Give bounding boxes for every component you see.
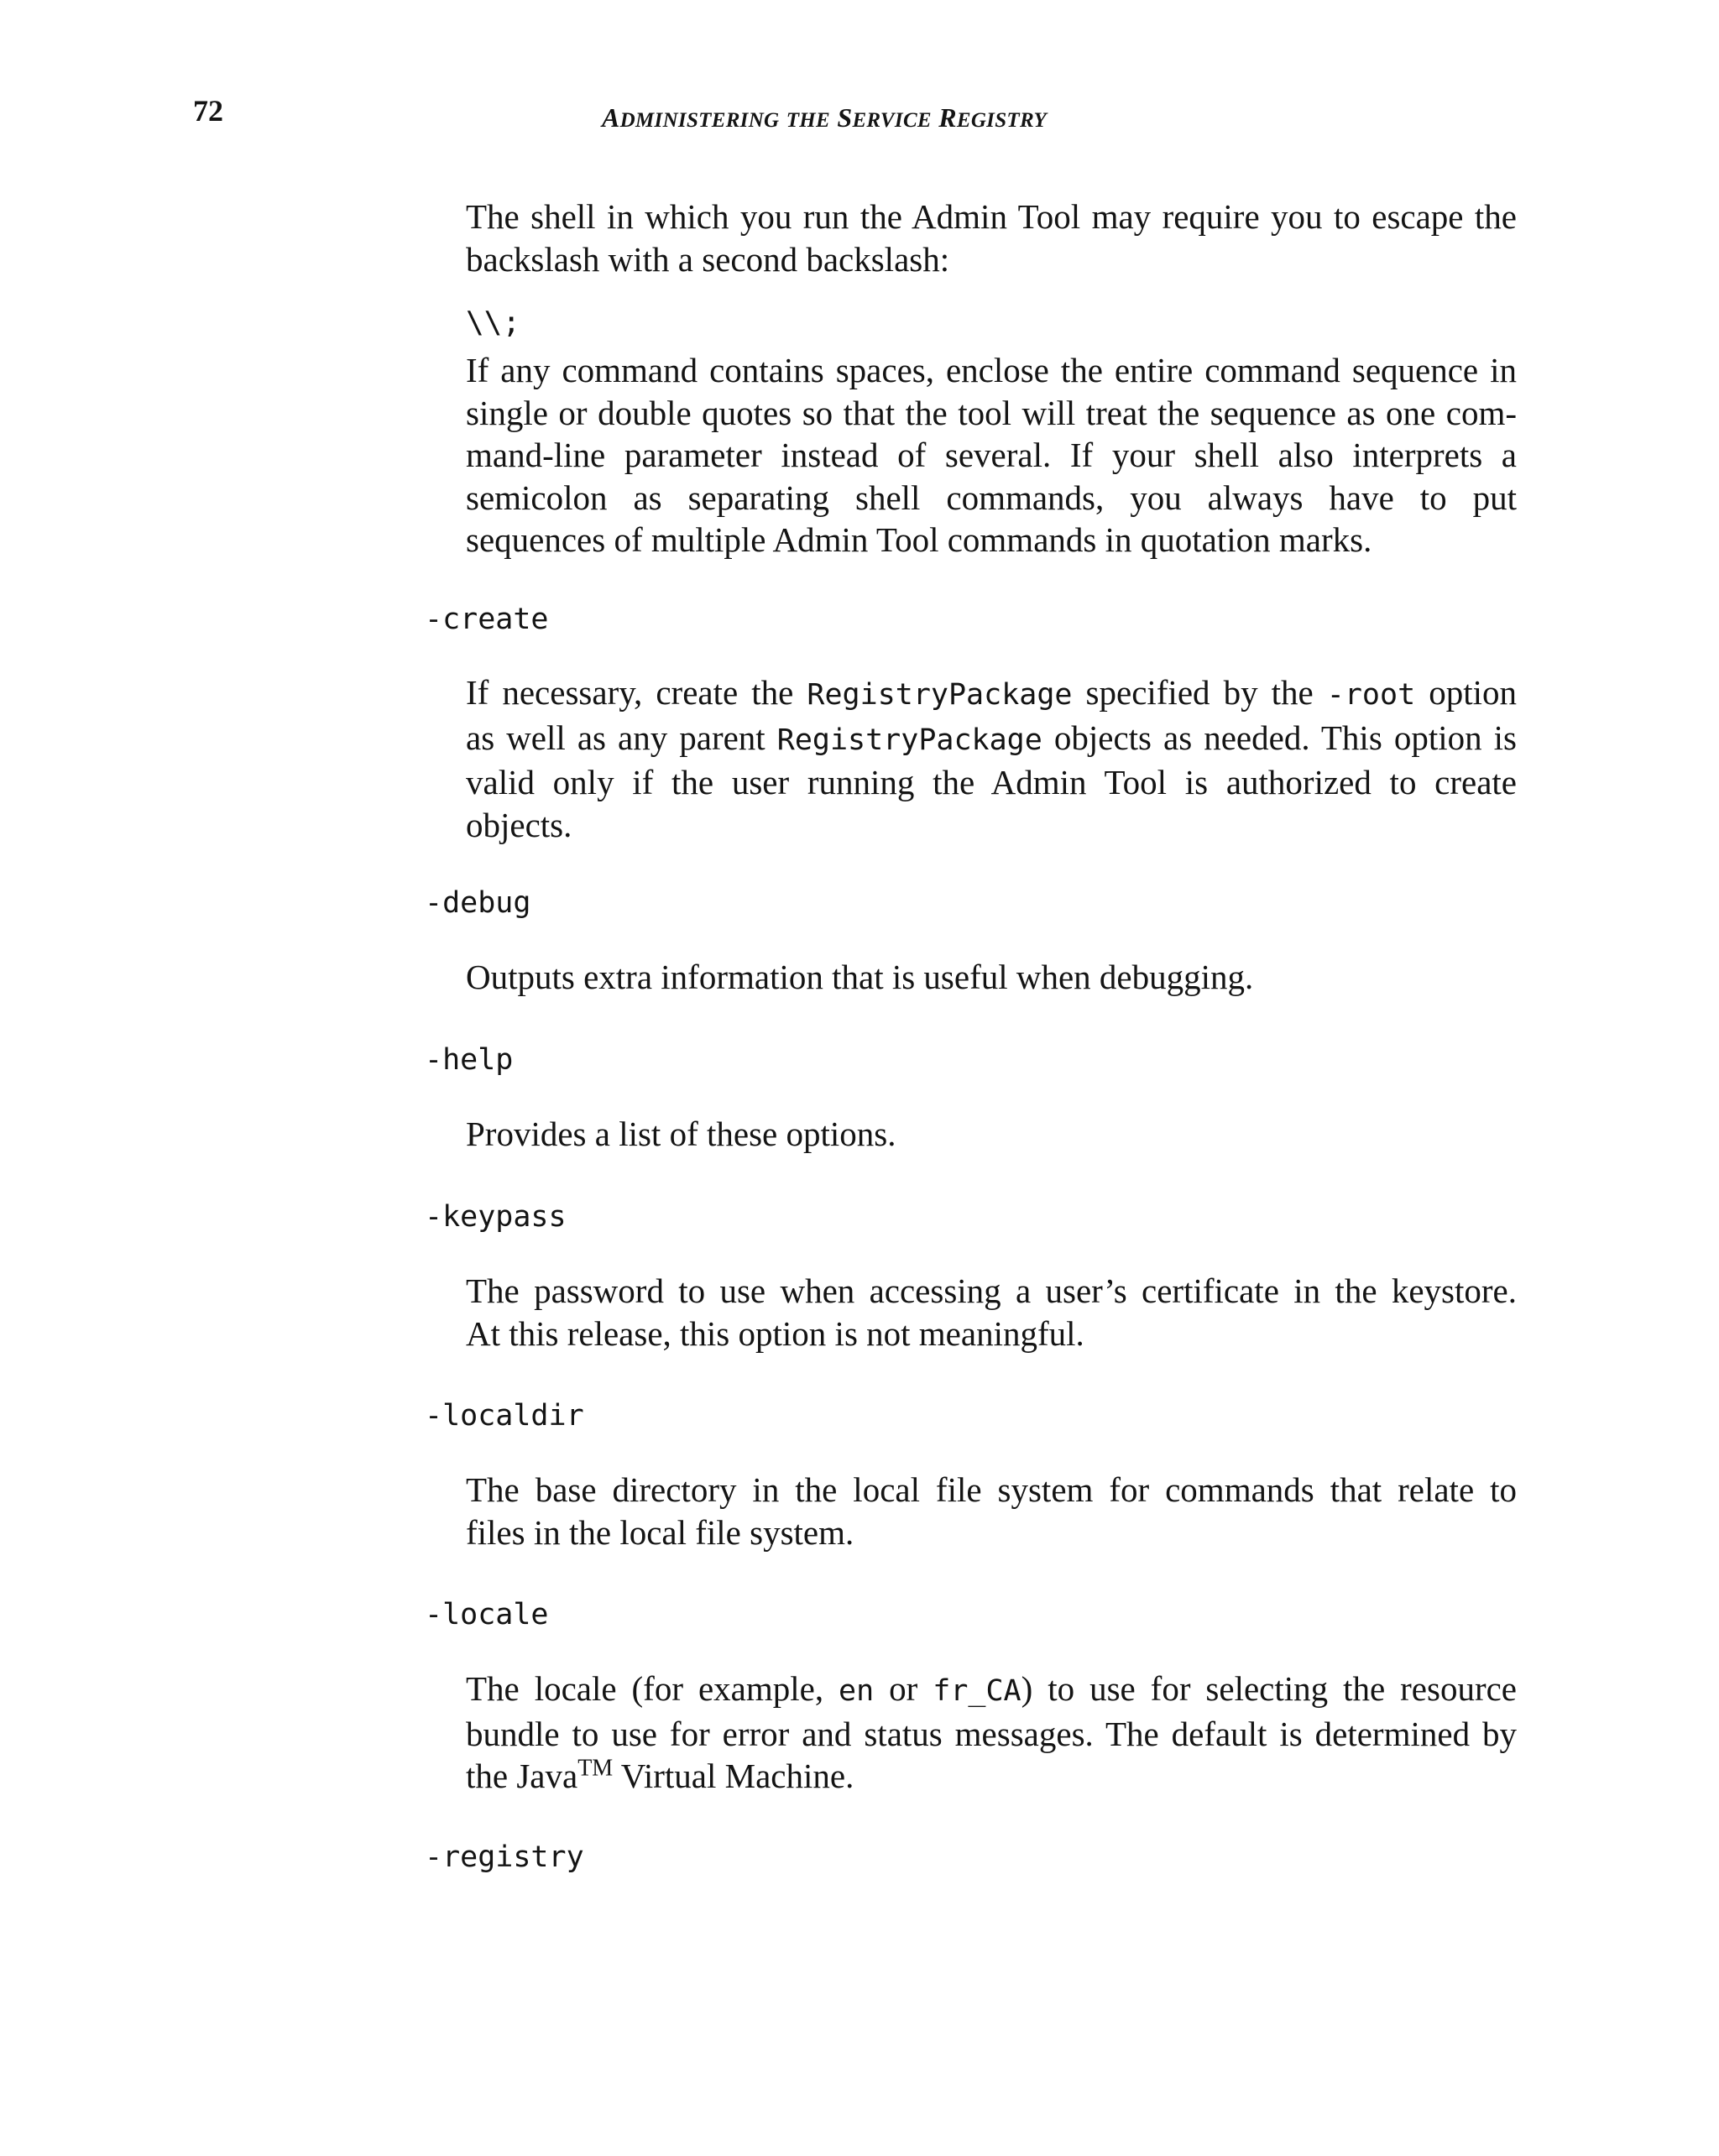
locale-text-1b: or [874, 1669, 933, 1708]
create-text-2a: as well as any parent [466, 718, 777, 757]
option-locale: -locale [425, 1598, 549, 1631]
code-fr-ca: fr_CA [933, 1674, 1021, 1708]
help-line-1: Provides a list of these options. [466, 1115, 896, 1153]
debug-line-1: Outputs extra information that is useful when debugging. [466, 958, 1254, 996]
option-keypass: -keypass [425, 1200, 567, 1234]
spaces-line-3: mand-line parameter instead of several. If your shell also interprets a [466, 436, 1517, 474]
create-description [466, 671, 1517, 846]
page-number: 72 [193, 94, 223, 128]
spaces-line-2: single or double quotes so that the tool will treat the sequence as one com- [466, 393, 1517, 432]
create-text-1c: option [1415, 673, 1517, 712]
running-head-word-3: ERVICE [852, 109, 932, 132]
spaces-paragraph [466, 349, 1517, 561]
localdir-line-1: The base directory in the local file system for commands that relate to [466, 1470, 1517, 1509]
create-line-4: objects. [466, 805, 572, 844]
keypass-line-2: At this release, this option is not meaningful. [466, 1313, 1084, 1353]
running-head-cap-4: R [931, 102, 957, 133]
locale-text-3b: Virtual Machine. [613, 1757, 854, 1795]
spaces-line-4: semicolon as separating shell commands, you always have to put [466, 478, 1517, 517]
create-line-2 [466, 717, 1517, 762]
escape-line-1: The shell in which you run the Admin Tool may require you to escape the [466, 197, 1517, 236]
running-head-cap-2 [779, 102, 786, 133]
spaces-line-1: If any command contains spaces, enclose the entire command sequence in [466, 351, 1517, 389]
escape-line-2: backslash with a second backslash: [466, 239, 950, 279]
running-head-word-4: EGISTRY [956, 109, 1048, 132]
code-registrypackage: RegistryPackage [807, 678, 1073, 712]
locale-line-1 [466, 1668, 1517, 1713]
keypass-description [466, 1270, 1517, 1355]
create-line-3: valid only if the user running the Admin Tool is authorized to create [466, 763, 1517, 801]
trademark-superscript: TM [577, 1755, 614, 1782]
code-en: en [839, 1674, 875, 1708]
running-head [602, 104, 1047, 132]
spaces-line-5: sequences of multiple Admin Tool commands in quotation marks. [466, 520, 1372, 559]
locale-line-3 [466, 1755, 1517, 1798]
localdir-line-2: files in the local file system. [466, 1512, 854, 1552]
option-create: -create [425, 603, 549, 636]
code-root: -root [1326, 678, 1416, 712]
localdir-description [466, 1469, 1517, 1553]
option-localdir: -localdir [425, 1399, 584, 1433]
running-head-cap-3: S [830, 102, 853, 133]
locale-description [466, 1668, 1517, 1798]
escape-code: \\; [466, 305, 521, 340]
option-debug: -debug [425, 886, 531, 920]
keypass-line-1: The password to use when accessing a user’s certificate in the keystore. [466, 1271, 1517, 1310]
locale-text-1a: The locale (for example, [466, 1669, 839, 1708]
locale-text-1c: ) to use for selecting the resource [1021, 1669, 1518, 1708]
running-head-word-2: THE [786, 109, 831, 132]
code-registrypackage: RegistryPackage [776, 723, 1042, 757]
running-head-word-1: DMINISTERING [619, 109, 780, 132]
create-text-1b: specified by the [1072, 673, 1327, 712]
debug-description [466, 956, 1517, 999]
option-registry: -registry [425, 1840, 584, 1874]
option-help: -help [425, 1043, 514, 1077]
locale-text-3a: the Java [466, 1757, 578, 1795]
create-text-2b: objects as needed. This option is [1042, 718, 1517, 757]
create-text-1a: If necessary, create the [466, 673, 807, 712]
escape-paragraph [466, 196, 1517, 280]
locale-line-2: bundle to use for error and status messages. The default is determined by [466, 1714, 1517, 1753]
running-head-cap-1: A [602, 102, 620, 133]
create-line-1 [466, 671, 1517, 717]
help-description [466, 1113, 1517, 1156]
